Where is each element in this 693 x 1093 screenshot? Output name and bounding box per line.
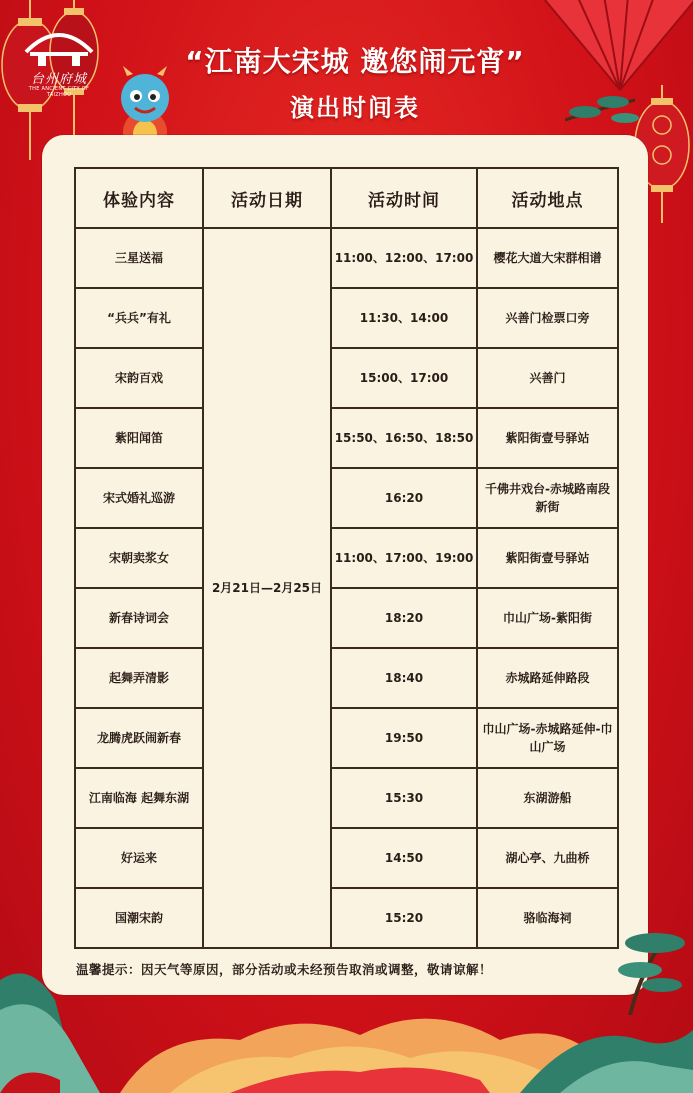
column-header-time: 活动时间 <box>331 168 477 228</box>
cell-location: 巾山广场-赤城路延伸-巾山广场 <box>477 708 618 768</box>
table-row <box>75 768 618 828</box>
cell-time: 11:00、12:00、17:00 <box>331 228 477 288</box>
cell-content: 国潮宋韵 <box>75 888 203 948</box>
logo-text: 台州府城 <box>30 72 87 87</box>
cell-time: 14:50 <box>331 828 477 888</box>
table-row <box>75 588 618 648</box>
table-header-row <box>75 168 618 228</box>
cell-time: 15:30 <box>331 768 477 828</box>
poster-subtitle: 演出时间表 <box>290 94 420 122</box>
table-row <box>75 708 618 768</box>
cell-content: 起舞弄清影 <box>75 648 203 708</box>
cell-time: 15:00、17:00 <box>331 348 477 408</box>
logo-subtext: THE ANCIENT CITY OF TAIZHOU <box>28 86 90 98</box>
cell-time: 11:00、17:00、19:00 <box>331 528 477 588</box>
cell-date-range: 2月21日—2月25日 <box>203 228 331 948</box>
cell-time: 18:20 <box>331 588 477 648</box>
cell-location: 兴善门检票口旁 <box>477 288 618 348</box>
cell-location: 东湖游船 <box>477 768 618 828</box>
cell-content: 宋朝卖浆女 <box>75 528 203 588</box>
logo-gate-icon <box>18 22 100 66</box>
table-row <box>75 348 618 408</box>
cell-time: 16:20 <box>331 468 477 528</box>
cell-time: 11:30、14:00 <box>331 288 477 348</box>
cell-content: 新春诗词会 <box>75 588 203 648</box>
table-row <box>75 468 618 528</box>
poster-title: “江南大宋城 邀您闹元宵” <box>185 45 525 78</box>
cell-content: “兵兵”有礼 <box>75 288 203 348</box>
cell-content: 好运来 <box>75 828 203 888</box>
footer-note: 温馨提示：因天气等原因，部分活动或未经预告取消或调整，敬请谅解！ <box>76 962 493 977</box>
table-row <box>75 828 618 888</box>
cell-location: 紫阳街壹号驿站 <box>477 528 618 588</box>
table-row <box>75 288 618 348</box>
cell-content: 三星送福 <box>75 228 203 288</box>
cell-location: 紫阳街壹号驿站 <box>477 408 618 468</box>
cell-location: 骆临海祠 <box>477 888 618 948</box>
column-header-location: 活动地点 <box>477 168 618 228</box>
table-row <box>75 888 618 948</box>
cell-time: 18:40 <box>331 648 477 708</box>
table-row <box>75 528 618 588</box>
table-row <box>75 648 618 708</box>
pine-branch-icon <box>600 925 690 1015</box>
cell-location: 湖心亭、九曲桥 <box>477 828 618 888</box>
table-row <box>75 408 618 468</box>
column-header-content: 体验内容 <box>75 168 203 228</box>
cell-location: 赤城路延伸路段 <box>477 648 618 708</box>
cell-time: 19:50 <box>331 708 477 768</box>
cell-content: 宋韵百戏 <box>75 348 203 408</box>
cloud-pattern-icon <box>0 940 693 1093</box>
cell-time: 15:20 <box>331 888 477 948</box>
table-row <box>75 228 618 288</box>
cell-location: 樱花大道大宋群相谱 <box>477 228 618 288</box>
cell-location: 巾山广场-紫阳街 <box>477 588 618 648</box>
cell-location: 兴善门 <box>477 348 618 408</box>
logo <box>18 22 100 98</box>
cell-content: 江南临海 起舞东湖 <box>75 768 203 828</box>
schedule-table <box>74 167 619 949</box>
cell-location: 千佛井戏台-赤城路南段新街 <box>477 468 618 528</box>
cell-content: 龙腾虎跃闹新春 <box>75 708 203 768</box>
cell-content: 紫阳闻笛 <box>75 408 203 468</box>
cell-content: 宋式婚礼巡游 <box>75 468 203 528</box>
header <box>0 0 693 135</box>
column-header-date: 活动日期 <box>203 168 331 228</box>
cell-time: 15:50、16:50、18:50 <box>331 408 477 468</box>
